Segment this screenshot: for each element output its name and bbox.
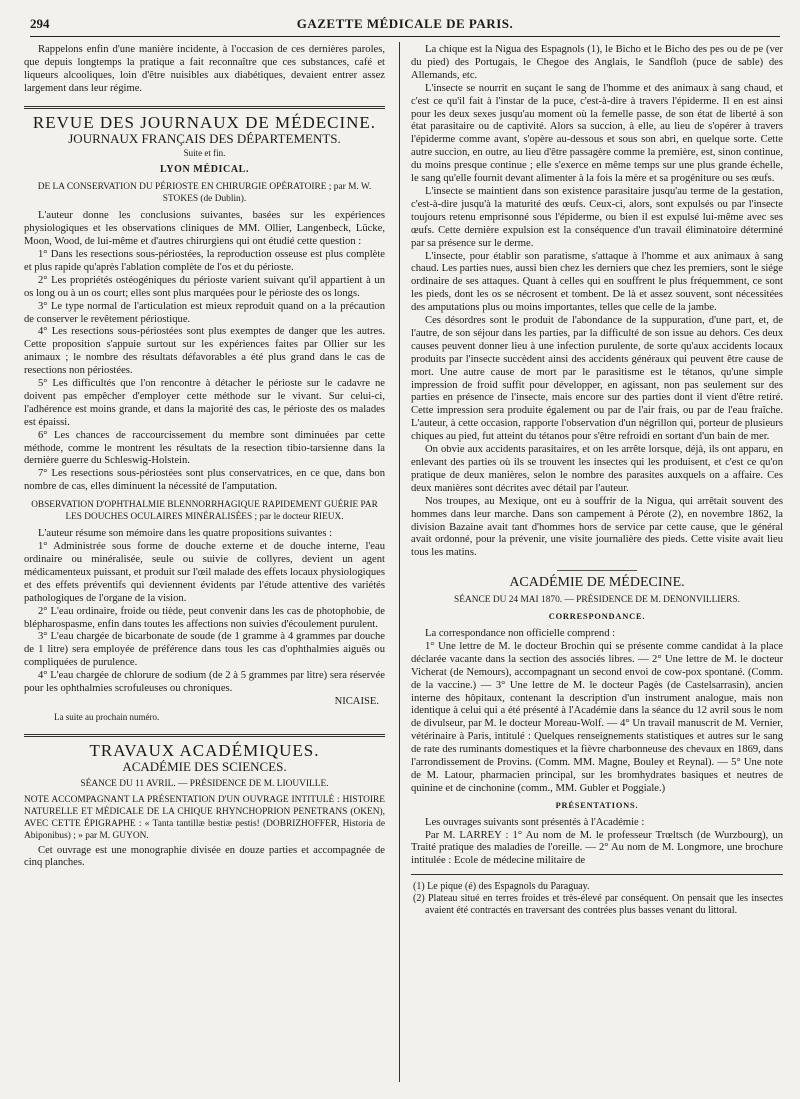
paragraph: Cet ouvrage est une monographie divisée en douze parties et accompagnée de cinq planches. — [24, 844, 385, 869]
article-title: DE LA CONSERVATION DU PÉRIOSTE EN CHIRURGIE OPÉRATOIRE ; par M. W. STOKES (de Dublin). — [37, 182, 372, 205]
running-title: GAZETTE MÉDICALE DE PARIS. — [296, 16, 514, 31]
seance-heading: SÉANCE DU 11 AVRIL. — PRÉSIDENCE DE M. LIOUVILLE. — [80, 778, 329, 789]
seance-heading: SÉANCE DU 24 MAI 1870. — PRÉSIDENCE DE M. DENONVILLIERS. — [454, 595, 740, 606]
correspondance-heading: CORRESPONDANCE. — [548, 612, 646, 622]
section-rule — [24, 106, 385, 109]
conclusion-item: 2° Les propriétés ostéogéniques du périoste varient suivant qu'il appartient à un os long ou à un os court; elles sont plus marquées pour le périoste des os longs. — [24, 274, 385, 299]
paragraph: L'auteur résume son mémoire dans les quatre propositions suivantes : — [38, 528, 333, 540]
conclusion-item: 5° Les difficultés que l'on rencontre à détacher le périoste sur le cadavre ne doivent pas empêcher d'employer cette méthode sur le vivant. Sur celui-ci, l'adhérence est moins grande, et dans la majorité des cas, le périoste des os malades est épaissi. — [24, 378, 385, 428]
paragraph: Nos troupes, au Mexique, ont eu à souffrir de la Nigua, qui arrêtait souvent des hommes dans leur marche. Dans son campement à Pérote (2), en novembre 1862, la division Bazaine avait tant d'hommes hors de service par cette cause, que le général avait ordonné, pour la prévenir, une visite journalière des pieds. Cette visite avait lieu tous les matins. — [411, 495, 783, 559]
footnote: (1) Le pique (é) des Espagnols du Paraguay. — [413, 881, 590, 893]
section-rule — [24, 734, 385, 737]
travaux-title: TRAVAUX ACADÉMIQUES. — [89, 740, 320, 760]
academie-sciences-heading: ACADÉMIE DES SCIENCES. — [122, 758, 287, 774]
presentation-item: Par M. LARREY : 1° Au nom de M. le professeur Trœltsch (de Wurzbourg), un Traité pratique des maladies de l'oreille. — 2° Au nom de M. Longmore, une brochure intitulée : Ecole de médecine militaire de — [411, 829, 783, 867]
paragraph: Ces désordres sont le produit de l'abondance de la suppuration, d'une part, et, de l'autre, de son séjour dans les parties, par la difficulté de son issue au dehors. Ces deux causes peuvent donner lieu à une infection purulente, de sorte qu'aux accidents locaux produits par l'insecte succèdent ainsi des accidents généraux qui peuvent être cause de mort. Une autre cause de mort par le parasitisme est le tétanos, qu'une simple impression de froid suffit pour développer, en agissant, non pas seulement sur des parties en présence de l'insecte, mais encore sur des parties dont il vient d'être retiré. Cette impression sera produite également ou par de l'air frais, ou par de l'eau fraîche. L'auteur, à cette occasion, rapporte l'observation d'un négrillon qui, porteur de plusieurs chiques au pied, fut atteint du tétanos pour s'être refroidi en sortant d'un bain de mer. — [411, 315, 783, 443]
note-title: NOTE ACCOMPAGNANT LA PRÉSENTATION D'UN OUVRAGE INTITULÉ : HISTOIRE NATURELLE ET MÉDICALE DE LA CHIQUE RHYNCHOPRION PENETRANS (OKEN), AVEC CETTE ÉPIGRAPHE : « Tanta tantillæ bestiæ pestis! (DOBRIZHOFFER, Historia de Abiponibus) ; » par M. GUYON. — [24, 794, 385, 841]
paragraph: L'insecte se maintient dans son existence parasitaire jusqu'au terme de la gestation, c'est-à-dire jusqu'à la maturité des œufs. Ceux-ci, alors, sont expulsés ou par l'insecte toujours retenu emprisonné sous l'épiderme, ou bien il est expulsé lui-même avec ses œufs. Cette dernière expulsion est la conséquence d'un travail éliminatoire déterminé par sa présence sur le derme. — [411, 185, 783, 249]
page-number: 294 — [30, 16, 50, 31]
proposition-item: 2° L'eau ordinaire, froide ou tiède, peut convenir dans les cas de photophobie, de blépharospasme, enfin dans toutes les affections non suivies d'écoulement purulent. — [24, 605, 385, 630]
correspondance-items: 1° Une lettre de M. le docteur Brochin qui se présente comme candidat à la place déclarée vacante dans la section des associés libres. — 2° Une lettre de M. le docteur Vicherat (de Nemours), accompagnant un second envoi de cow-pox spontané. (Comm. de la vaccine.) — 3° Une lettre de M. le docteur Pagès (de Castelsarrasin), ancien interne des hôpitaux, contenant la description d'un instrument analogue, mais non identique à celui qui a été présenté à l'Académie dans la séance du 12 avril sous le nom de divulseur, par M. le docteur Moreau-Wolf. — 4° Un travail manuscrit de M. Vernier, vétérinaire à Paris, intitulé : Quelques renseignements statistiques et autres sur le sang de rate des ruminants domestiques et la fièvre charbonneuse des chevaux en 1869, dans l'arrondissement de Provins. (Comm. MM. Magne, Bouley et Reynal). — 5° Une note de M. Latour, pharmacien principal, sur les bromhydrates basiques et neutres de quinine et de cinchonine (comm., MM. Gubler et Poggiale.) — [411, 640, 783, 794]
paragraph: La chique est la Nigua des Espagnols (1), le Bicho et le Bicho des pes ou de pe (ver du pied) des Portugais, le Chegoe des Anglais, le Sandfloh (puce de sable) des Allemands, etc. — [411, 44, 783, 81]
conclusion-item: 1° Dans les resections sous-périostées, la reproduction osseuse est plus complète et plus rapide qu'après l'ablation complète de l'os et du périoste. — [24, 248, 385, 273]
proposition-item: 4° L'eau chargée de chlorure de sodium (de 2 à 5 grammes par litre) sera réservée pour les ophthalmies scrofuleuses ou chroniques. — [24, 670, 385, 695]
right-column — [411, 44, 783, 917]
observation-title: OBSERVATION D'OPHTHALMIE BLENNORRHAGIQUE RAPIDEMENT GUÉRIE PAR LES DOUCHES OCULAIRES MINÉRALISÉES ; par le docteur RIEUX. — [31, 500, 378, 523]
intro-paragraph: Rappelons enfin d'une manière incidente, à l'occasion de ces dernières paroles, que depuis longtemps la pratique a fait reconnaître que ces substances, café et liqueurs alcooliques, loin d'être nuisibles aux diabétiques, devaient entrer assez largement dans leur régime. — [24, 44, 385, 94]
paragraph: On obvie aux accidents parasitaires, et on les arrête lorsque, déjà, ils ont apparu, en enlevant des parties où ils se trouvent les insectes qui les produisent, et c'est ce qu'on pratique de deux manières, selon le nombre des parasites auxquels on a affaire. Ces deux manières sont décrites avec détail par l'auteur. — [411, 444, 783, 494]
conclusion-item: 6° Les chances de raccourcissement du membre sont diminuées par cette méthode, comme le montrent les résultats de la resection tibio-tarsienne dans la dernière guerre du Schleswig-Holstein. — [24, 429, 385, 467]
author-signature: NICAISE. — [334, 695, 379, 707]
footnote: (2) Plateau situé en terres froides et très-élevé par conséquent. On pensait que les insectes avaient été contractés en traversant des contrées plus basses venant du littoral. — [413, 893, 783, 917]
page-header — [30, 14, 780, 37]
paragraph: L'insecte se nourrit en suçant le sang de l'homme et des animaux à sang chaud, et c'est ce qu'il fait à l'instar de la puce, c'est-à-dire à travers l'épiderme. Il en est ainsi pour les deux sexes jusqu'au moment où la femelle passe, de son état de liberté à son état parasitaire ou de captivité. Alors sa succion, à elle, au lieu de s'opérer à travers l'épiderme comme avant, s'opère au-dessous et sous son abri, en quelque sorte. Cette autre succion, en outre, au lieu d'être passagère comme la première, est, sinon continue, du moins presque continue ; elle s'exerce en même temps sur une plus grande échelle, le sang qu'elle fournit devant alimenter à la fois la mère et sa progéniture ou ses œufs. — [411, 82, 783, 185]
academie-medecine-heading: ACADÉMIE DE MÉDECINE. — [509, 575, 685, 591]
revue-subtitle: JOURNAUX FRANÇAIS DES DÉPARTEMENTS. — [68, 130, 341, 146]
paragraph: La correspondance non officielle comprend : — [425, 627, 616, 639]
left-column — [24, 44, 385, 870]
conclusion-item: 3° Le type normal de l'articulation est mieux reproduit quand on a la précaution de conserver le revêtement périostique. — [24, 300, 385, 325]
conclusion-item: 7° Les resections sous-périostées sont plus conservatrices, en ce que, dans bon nombre de cas, elles diminuent la nécessité de l'amputation. — [24, 468, 385, 493]
paragraph: L'insecte, pour établir son paratisme, s'attaque à l'homme et aux animaux à sang chaud. Les parties nues, aussi bien chez les derniers que chez les premiers, sont le siége ordinaire de ses attaques. Quant à celles qui en souffrent le plus fréquemment, ce sont les pieds, dont les os se nécrosent et tombent. De là et assez souvent, sont nécessitées des amputations plus ou moins importantes, telles que celle de la jambe. — [411, 250, 783, 314]
revue-title: REVUE DES JOURNAUX DE MÉDECINE. — [32, 112, 377, 132]
proposition-item: 3° L'eau chargée de bicarbonate de soude (de 1 gramme à 4 grammes par douche de 1 litre) sera employée de préférence dans tous les cas d'ophthalmies aiguës ou compliquées de purulence. — [24, 631, 385, 669]
section-rule — [557, 570, 637, 571]
presentations-heading: PRÉSENTATIONS. — [555, 800, 639, 810]
paragraph: L'auteur donne les conclusions suivantes, basées sur les expériences physiologiques et les observations cliniques de MM. Ollier, Langenbeck, Lücke, Moon, Wood, de lui-même et d'autres chirurgiens qui ont étudié cette question : — [24, 210, 385, 248]
footnotes — [411, 881, 783, 917]
proposition-item: 1° Administrée sous forme de douche externe et de douche interne, l'eau ordinaire ou minéralisée, seule ou suivie de collyres, devient un agent médicamenteux puissant, et produit sur l'œil malade des effets locaux physiologiques et des effets préventifs qui deviennent évidents par l'étude attentive des variétés pathologiques de l'organe de la vision. — [24, 541, 385, 604]
footnote-rule — [411, 874, 783, 875]
paragraph: Les ouvrages suivants sont présentés à l'Académie : — [425, 816, 645, 828]
column-divider — [399, 42, 400, 1082]
journal-name: LYON MÉDICAL. — [159, 164, 250, 176]
continued-note: La suite au prochain numéro. — [54, 711, 160, 722]
conclusion-item: 4° Les resections sous-périostées sont plus exemptes de danger que les autres. Cette proposition s'appuie surtout sur les expériences faites par Ollier sur les animaux ; le nombre des résultats défavorables a été plus grand dans le cas de resections non périostées. — [24, 326, 385, 377]
suite-label: Suite et fin. — [183, 148, 226, 159]
